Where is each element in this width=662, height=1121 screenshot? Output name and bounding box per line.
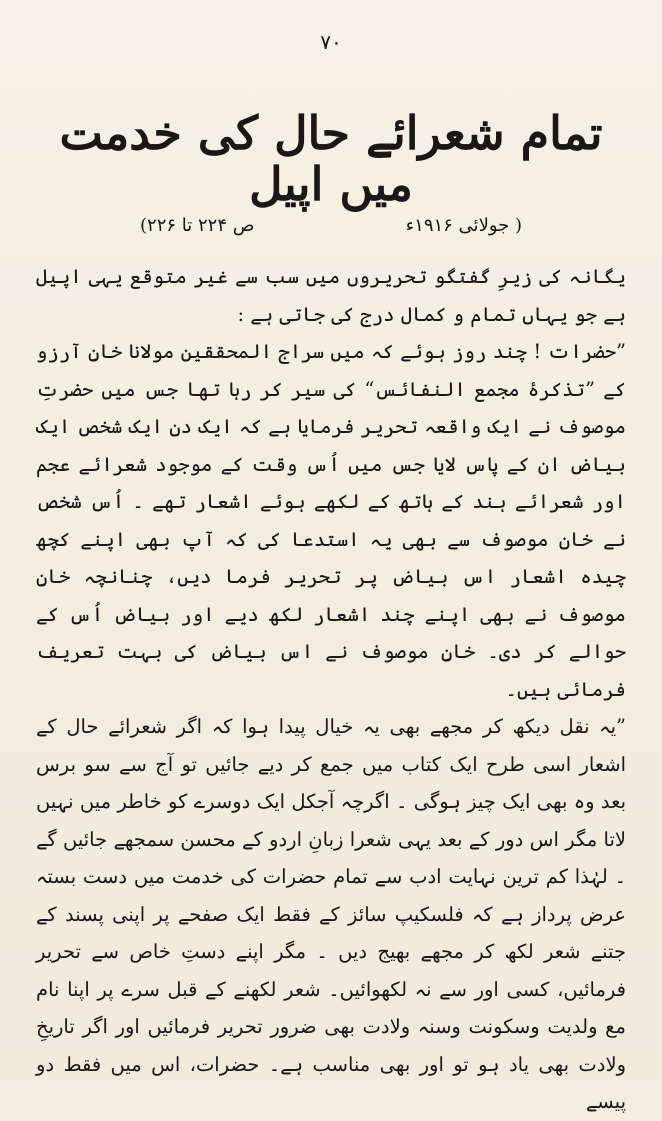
quoted-paragraph-1: ”حضرات ! چند روز ہوئے کہ میں سراج المحققین مولانا خانِ آرزو کے ”تذکرۂ مجمع النفائس“ کی سیر کر رہا تھا جس میں حضرتِ موصوف نے ایک واقعہ تحریر فرمایا ہے کہ ایک دن ایک شخص ایک بیاض ان کے پاس لایا جس میں اُس وقت کے موجود شعرائے عجم اور شعرائے ہند کے ہاتھ کے لکھے ہوئے اشعار تھے ۔ اُس شخص نے خان موصوف سے بھی یہ استدعا کی کہ آپ بھی اپنے کچھ چیدہ اشعار اس بیاض پر تحریر فرما دیں، چنانچہ خانِ موصوف نے بھی اپنے چند اشعار لکھ دیے اور بیاض اُس کے حوالے کر دی۔ خانِ موصوف نے اس بیاض کی بہت تعریف فرمائی ہیں۔ bbox=[36, 340, 626, 701]
source-citation bbox=[140, 215, 522, 236]
body-text bbox=[36, 258, 626, 1121]
citation-date: ( جولائی ۱۹۱۶ء bbox=[405, 215, 522, 236]
page-number: ۷۰ bbox=[320, 30, 342, 54]
chapter-title: تمام شعرائے حال کی خدمت میں اپیل bbox=[59, 106, 603, 211]
intro-paragraph: یگانہ کی زیرِ گفتگو تحریروں میں سب سے غیر متوقع یہی اپیل ہے جو یہاں تمام و کمال درج کی جاتی ہے : bbox=[36, 265, 626, 326]
citation-pages: ص ۲۲۴ تا ۲۲۶) bbox=[140, 215, 255, 236]
quoted-paragraph-2: ”یہ نقل دیکھ کر مجھے بھی یہ خیال پیدا ہوا کہ اگر شعرائے حال کے اشعار اسی طرح ایک کتاب میں جمع کر دیے جائیں تو آج سے سو برس بعد وہ بھی ایک چیز ہوگی ۔ اگرچہ آجکل ایک دوسرے کو خاطر میں نہیں لاتا مگر اس دور کے بعد یہی شعرا زبانِ اردو کے محسن سمجھے جائیں گے ۔ لہٰذا کم ترین نہایت ادب سے تمام حضرات کی خدمت میں دست بستہ عرض پرداز ہے کہ فلسکیپ سائز کے فقط ایک صفحے پر اپنی پسند کے جتنے شعر لکھ کر مجھے بھیج دیں ۔ مگر اپنے دستِ خاص سے تحریر فرمائیں، کسی اور سے نہ لکھوائیں۔ شعر لکھنے کے قبل سرے پر اپنا نام مع ولدیت وسکونت وسنہ ولادت بھی ضرور تحریر فرمائیں اور اگر تاریخِ ولادت بھی یاد ہو تو اور بھی مناسب ہے۔ حضرات، اس میں فقط دو پیسے bbox=[36, 715, 626, 1113]
